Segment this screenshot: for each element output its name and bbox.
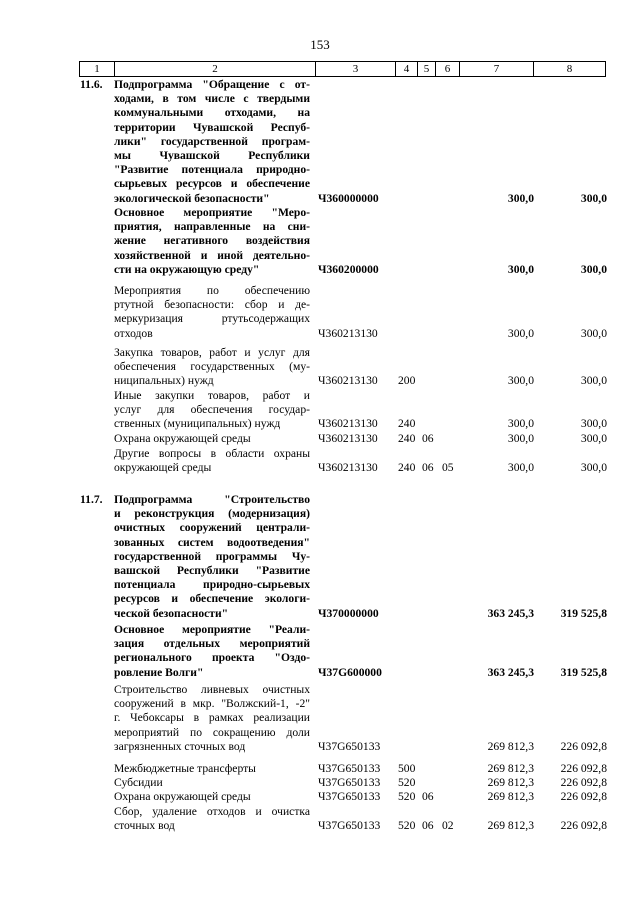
amount-year-1-cell: 363 245,3	[487, 665, 534, 679]
row-name-line: государственной программы Чу-	[114, 549, 310, 563]
row-name-line: зованных систем водоотведения"	[114, 535, 310, 549]
amount-year-1-cell: 269 812,3	[487, 776, 534, 789]
row-name-line: жение негативного воздействия	[114, 234, 310, 248]
code-cell: Ч37G650133	[318, 762, 381, 775]
row-name-line: окружающей среды	[114, 461, 212, 475]
row-name-line: коммунальными отходами, на	[114, 106, 310, 120]
code-cell: Ч37G650133	[318, 776, 381, 789]
header-col-4: 4	[395, 62, 417, 76]
amount-year-2-cell: 300,0	[580, 417, 607, 431]
row-name-line: и реконструкция (модернизация)	[114, 507, 310, 521]
amount-year-1-cell: 269 812,3	[487, 819, 534, 833]
amount-year-1-cell: 300,0	[507, 374, 534, 388]
table-header	[79, 61, 606, 77]
expense-type-cell: 240	[398, 432, 416, 445]
row-name-line: сырьевых ресурсов и обеспечение	[114, 177, 310, 191]
row-name-line: ресурсов и обеспечение экологи-	[114, 592, 310, 606]
code-cell: Ч360200000	[318, 262, 379, 276]
row-name-line: сточных вод	[114, 819, 175, 833]
row-name-line: потенциала природно-сырьевых	[114, 578, 310, 592]
expense-type-cell: 520	[398, 819, 416, 833]
row-name-line: Подпрограмма "Строительство	[114, 493, 310, 506]
amount-year-1-cell: 269 812,3	[487, 762, 534, 775]
expense-type-cell: 240	[398, 417, 416, 431]
section-cell: 06	[422, 819, 434, 833]
header-col-6: 6	[435, 62, 459, 76]
header-col-8: 8	[533, 62, 606, 76]
row-number: 11.6.	[80, 78, 103, 91]
amount-year-1-cell: 269 812,3	[487, 790, 534, 803]
code-cell: Ч37G650133	[318, 790, 381, 803]
amount-year-1-cell: 363 245,3	[487, 606, 534, 620]
row-name-line: ческой безопасности"	[114, 606, 229, 620]
row-name-line: ходами, в том числе с твердыми	[114, 92, 310, 106]
row-name-line: мы Чувашской Республики	[114, 149, 310, 162]
header-col-5: 5	[417, 62, 435, 76]
row-name-line: зация отдельных мероприятий	[114, 637, 310, 651]
row-name-line: территории Чувашской Респуб-	[114, 120, 310, 134]
row-name-line: очистных сооружений централи-	[114, 521, 310, 535]
amount-year-2-cell: 319 525,8	[560, 606, 607, 620]
row-name-line: загрязненных сточных вод	[114, 739, 246, 753]
code-cell: Ч37G650133	[318, 819, 381, 833]
row-name-line: Межбюджетные трансферты	[114, 762, 256, 775]
amount-year-1-cell: 300,0	[507, 191, 534, 205]
expense-type-cell: 520	[398, 776, 416, 789]
code-cell: Ч360213130	[318, 461, 378, 475]
code-cell: Ч370000000	[318, 606, 379, 620]
row-name-line: Подпрограмма "Обращение с от-	[114, 78, 310, 91]
header-col-2: 2	[114, 62, 315, 76]
code-cell: Ч360213130	[318, 432, 378, 445]
row-name-line: сооружений в мкр. "Волжский-1, -2"	[114, 697, 310, 711]
row-name-line: приятия, направленные на сни-	[114, 220, 310, 234]
row-name-line: регионального проекта "Оздо-	[114, 651, 310, 665]
subsection-cell: 02	[442, 819, 454, 833]
amount-year-2-cell: 300,0	[580, 461, 607, 475]
section-cell: 06	[422, 790, 434, 803]
section-cell: 06	[422, 432, 434, 445]
row-name-line: вашской Республики "Развитие	[114, 564, 310, 577]
row-name-line: лики" государственной програм-	[114, 134, 310, 148]
row-name-line: Мероприятия по обеспечению	[114, 284, 310, 297]
row-name-line: г. Чебоксары в рамках реализации	[114, 711, 310, 725]
amount-year-1-cell: 300,0	[507, 326, 534, 340]
row-name-line: хозяйственной и иной деятельно-	[114, 248, 310, 262]
amount-year-2-cell: 226 092,8	[560, 790, 607, 803]
amount-year-2-cell: 300,0	[580, 432, 607, 445]
amount-year-2-cell: 300,0	[580, 326, 607, 340]
row-name-line: Сбор, удаление отходов и очистка	[114, 805, 310, 818]
code-cell: Ч360213130	[318, 374, 378, 388]
amount-year-2-cell: 226 092,8	[560, 819, 607, 833]
amount-year-2-cell: 226 092,8	[560, 762, 607, 775]
header-col-3: 3	[315, 62, 395, 76]
row-name-line: Субсидии	[114, 776, 163, 789]
code-cell: Ч360213130	[318, 326, 378, 340]
page-number: 153	[310, 37, 330, 52]
row-name-line: ниципальных) нужд	[114, 374, 214, 388]
row-name-line: Строительство ливневых очистных	[114, 683, 310, 696]
row-name-line: Охрана окружающей среды	[114, 790, 251, 803]
amount-year-1-cell: 300,0	[507, 417, 534, 431]
row-name-line: Иные закупки товаров, работ и	[114, 389, 310, 402]
row-name-line: Другие вопросы в области охраны	[114, 447, 310, 460]
row-name-line: Закупка товаров, работ и услуг для	[114, 346, 310, 359]
row-number: 11.7.	[80, 493, 103, 506]
row-name-line: сти на окружающую среду"	[114, 262, 260, 276]
row-name-line: экологической безопасности"	[114, 191, 270, 205]
row-name-line: ровление Волги"	[114, 665, 204, 679]
code-cell: Ч360213130	[318, 417, 378, 431]
expense-type-cell: 200	[398, 374, 416, 388]
header-col-7: 7	[459, 62, 533, 76]
section-cell: 06	[422, 461, 434, 475]
code-cell: Ч37G650133	[318, 739, 381, 753]
amount-year-1-cell: 300,0	[507, 262, 534, 276]
code-cell: Ч37G600000	[318, 665, 382, 679]
amount-year-2-cell: 226 092,8	[560, 739, 607, 753]
amount-year-2-cell: 300,0	[580, 262, 607, 276]
amount-year-1-cell: 300,0	[507, 432, 534, 445]
amount-year-2-cell: 300,0	[580, 191, 607, 205]
code-cell: Ч360000000	[318, 191, 379, 205]
row-name-line: Основное мероприятие "Реали-	[114, 623, 310, 636]
amount-year-2-cell: 319 525,8	[560, 665, 607, 679]
row-name-line: мероприятий по сокращению доли	[114, 725, 310, 739]
amount-year-1-cell: 269 812,3	[487, 739, 534, 753]
row-name-line: отходов	[114, 326, 153, 340]
row-name-line: обеспечения государственных (му-	[114, 360, 310, 374]
header-col-1: 1	[79, 62, 114, 76]
row-name-line: услуг для обеспечения государ-	[114, 403, 310, 417]
row-name-line: ртутной безопасности: сбор и де-	[114, 298, 310, 312]
row-name-line: Охрана окружающей среды	[114, 432, 251, 445]
expense-type-cell: 520	[398, 790, 416, 803]
subsection-cell: 05	[442, 461, 454, 475]
expense-type-cell: 500	[398, 762, 416, 775]
amount-year-1-cell: 300,0	[507, 461, 534, 475]
row-name-line: Основное мероприятие "Меро-	[114, 206, 310, 219]
row-name-line: "Развитие потенциала природно-	[114, 163, 310, 177]
row-name-line: меркуризация ртутьсодержащих	[114, 312, 310, 326]
amount-year-2-cell: 300,0	[580, 374, 607, 388]
amount-year-2-cell: 226 092,8	[560, 776, 607, 789]
expense-type-cell: 240	[398, 461, 416, 475]
row-name-line: ственных (муниципальных) нужд	[114, 417, 281, 431]
